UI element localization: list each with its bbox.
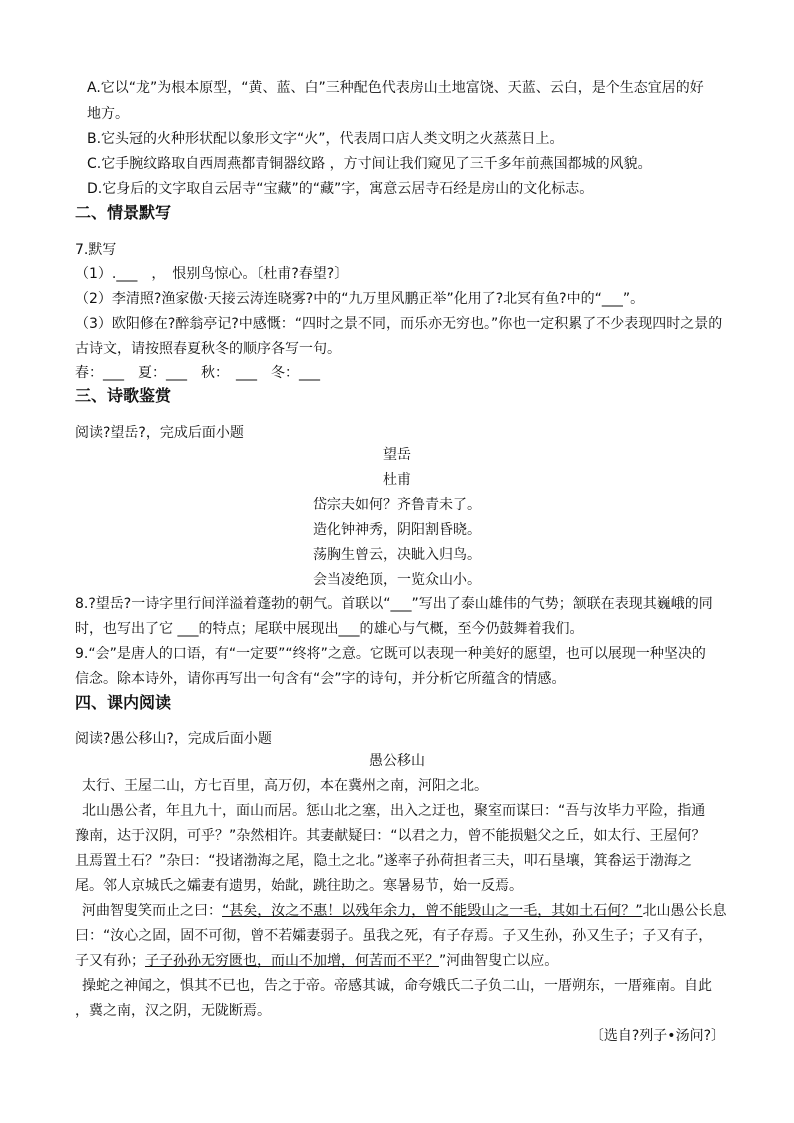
poem-line: 造化钟神秀，阴阳割昏晓。 xyxy=(313,522,481,538)
poem-author: 杜甫 xyxy=(383,472,411,488)
underlined-sentence-2: 子子孙孙无穷匮也，而山不加增，何苦而不平？ xyxy=(145,953,439,969)
question-7-seasons: 春：___ 夏：___ 秋： ___ 冬：___ xyxy=(75,365,320,381)
passage-text: 子又有孙； xyxy=(75,953,145,969)
question-8-line2: 时，也写出了它 ___的特点；尾联中展现出___的雄心与气概，至今仍鼓舞着我们。 xyxy=(75,621,584,637)
option-c: C.它手腕纹路取自西周燕都青铜器纹路 ，方寸间让我们窥见了三千多年前燕国都城的风貌。 xyxy=(87,156,652,172)
passage-text: 北山愚公长息 xyxy=(642,903,727,919)
underlined-sentence-1: “甚矣，汝之不惠！以残年余力，曾不能毁山之一毛，其如土石何？” xyxy=(222,903,643,919)
passage-paragraph-1: 太行、王屋二山，方七百里，高万仞，本在冀州之南，河阳之北。 xyxy=(82,778,488,794)
passage-source: 〔选自?列子•汤问?〕 xyxy=(589,1028,725,1044)
question-9-line2: 信念。除本诗外，请你再写出一句含有“会”字的诗句，并分析它所蕴含的情感。 xyxy=(75,671,566,687)
passage-paragraph-2-line1: 北山愚公者，年且九十，面山而居。惩山北之塞，出入之迂也，聚室而谋曰：“吾与汝毕力平险，指通 xyxy=(82,803,706,819)
section4-heading: 四、课内阅读 xyxy=(75,693,172,712)
passage-title: 愚公移山 xyxy=(369,753,425,769)
option-a-line1: A.它以“龙”为根本原型，“黄、蓝、白”三种配色代表房山土地富饶、天蓝、云白，是个生态宜居的好 xyxy=(87,80,704,96)
section3-intro: 阅读?望岳?，完成后面小题 xyxy=(75,425,244,441)
passage-text: ”河曲智叟亡以应。 xyxy=(439,953,559,969)
passage-paragraph-3-line1 xyxy=(82,901,732,921)
poem-line: 会当凌绝顶，一览众山小。 xyxy=(313,572,481,588)
question-8-line1: 8.?望岳?一诗字里行间洋溢着蓬勃的朝气。首联以“___”写出了泰山雄伟的气势；颔联在表现其巍峨的同 xyxy=(75,596,713,612)
question-7-3-line2: 古诗文，请按照春夏秋冬的顺序各写一句。 xyxy=(75,341,341,357)
passage-paragraph-3-line2: 曰：“汝心之固，固不可彻，曾不若孀妻弱子。虽我之死，有子存焉。子又生孙，孙又生子；子又有子， xyxy=(75,928,713,944)
passage-paragraph-4-line2: ，冀之南，汉之阴，无陇断焉。 xyxy=(75,1003,271,1019)
passage-paragraph-4-line1: 操蛇之神闻之，惧其不已也，告之于帝。帝感其诚，命夸娥氏二子负二山，一厝朔东，一厝雍南。自此 xyxy=(82,978,712,994)
question-7-1: （1）.___ ， 恨别鸟惊心。〔杜甫?春望?〕 xyxy=(75,266,349,282)
question-7-3-line1: （3）欧阳修在?醉翁亭记?中感慨：“四时之景不同，而乐亦无穷也。”你也一定积累了不少表现四时之景的 xyxy=(75,316,723,332)
option-a-line2: 地方。 xyxy=(87,106,129,122)
poem-title: 望岳 xyxy=(383,447,411,463)
section2-heading: 二、情景默写 xyxy=(75,203,172,222)
section4-intro: 阅读?愚公移山?，完成后面小题 xyxy=(75,731,272,747)
passage-paragraph-2-line4: 尾。邻人京城氏之孀妻有遗男，始龀，跳往助之。寒暑易节，始一反焉。 xyxy=(75,878,523,894)
poem-line: 荡胸生曾云，决眦入归鸟。 xyxy=(313,547,481,563)
question-7-2: （2）李清照?渔家傲·天接云涛连晓雾?中的“九万里风鹏正举”化用了?北冥有鱼?中的“___”。 xyxy=(75,291,645,307)
poem-line: 岱宗夫如何？齐鲁青未了。 xyxy=(313,497,481,513)
question-9-line1: 9.“会”是唐人的口语，有“一定要”“终将”之意。它既可以表现一种美好的愿望，也可以展现一种坚决的 xyxy=(75,646,706,662)
passage-paragraph-3-line3 xyxy=(75,951,725,971)
section3-heading: 三、诗歌鉴赏 xyxy=(75,386,172,405)
option-d: D.它身后的文字取自云居寺“宝藏”的“藏”字，寓意云居寺石经是房山的文化标志。 xyxy=(87,181,594,197)
passage-paragraph-2-line3: 且焉置土石？”杂曰：“投诸渤海之尾，隐土之北。”遂率子孙荷担者三夫，叩石垦壤，箕畚运于渤海之 xyxy=(75,853,692,869)
question-7: 7.默写 xyxy=(75,242,117,258)
option-b: B.它头冠的火种形状配以象形文字“火”，代表周口店人类文明之火蒸蒸日上。 xyxy=(87,131,564,147)
passage-text: 河曲智叟笑而止之曰： xyxy=(82,903,222,919)
passage-paragraph-2-line2: 豫南，达于汉阴，可乎？”杂然相许。其妻献疑曰：“以君之力，曾不能损魁父之丘，如太行、王屋何？ xyxy=(75,828,706,844)
